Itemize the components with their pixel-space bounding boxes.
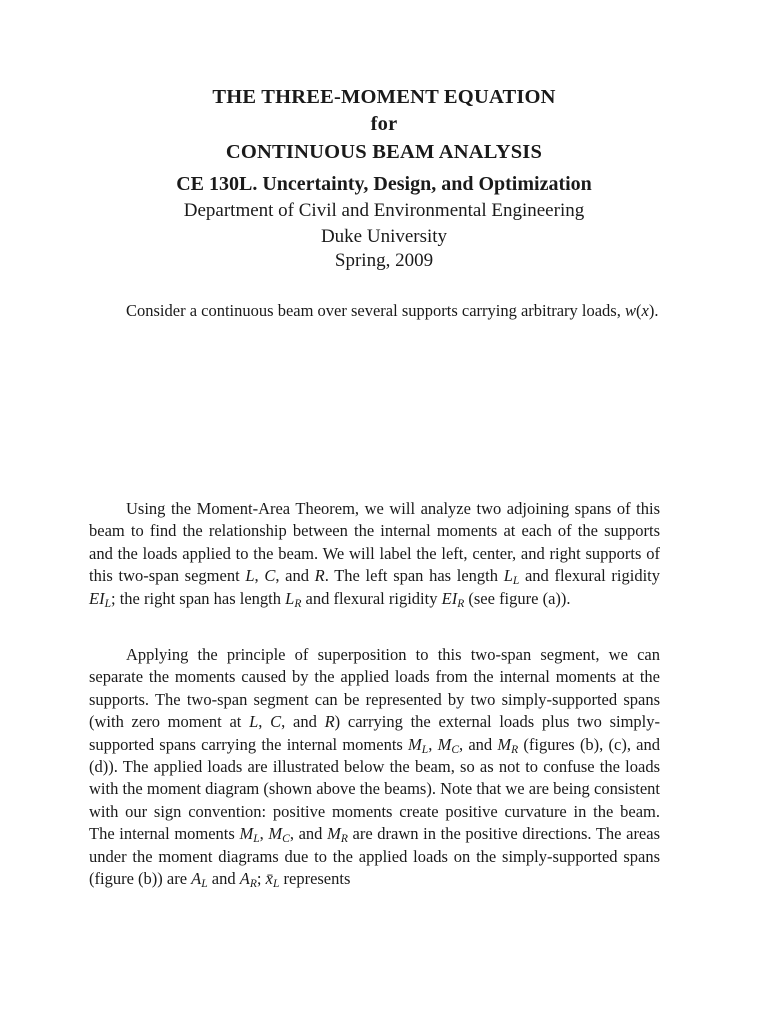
- title-line-2: for: [370, 113, 398, 135]
- paragraph-superposition: Applying the principle of superposition to this two-span segment, we can separate the moments caused by the applied loads from the internal moments at the supports. The two-span segment can be represented by two simply-supported spans (with zero moment at L, C, and R) carrying the external loads plus two simply-supported spans carrying the internal moments $M_L$, $M_C$, and $M_R$ (figures (b), (c), and (d)). The applied loads are illustrated below the beam, so as not to confuse the loads with the moment diagram (shown above the beams). Note that we are being consistent with our sign convention: positive moments create positive curvature in the beam. The internal moments $M_L$, $M_C$, and $M_R$ are drawn in the positive directions. The areas under the moment diagrams due to the applied loads on the simply-supported spans (figure (b)) are $A_L$ and $A_R$; $x̄_L$ represents: [89, 645, 661, 890]
- university: Duke University: [320, 226, 448, 247]
- term: Spring, 2009: [334, 250, 434, 271]
- figure-placeholder: [89, 360, 660, 480]
- department: Department of Civil and Environmental Engineering: [183, 200, 585, 221]
- title-line-1: THE THREE-MOMENT EQUATION: [212, 86, 556, 108]
- paragraph-intro: Consider a continuous beam over several supports carrying arbitrary loads, w(x).: [126, 301, 659, 320]
- title-line-3: CONTINUOUS BEAM ANALYSIS: [225, 141, 543, 163]
- paragraph-moment-area: Using the Moment-Area Theorem, we will analyze two adjoining spans of this beam to find the relationship between the internal moments at each of the supports and the loads applied to the beam. We will label the left, center, and right supports of this two-span segment L, C, and R. The left span has length $L_L$ and flexural rigidity $EI_L$; the right span has length $L_R$ and flexural rigidity $EI_R$ (see figure (a)).: [89, 499, 661, 610]
- course-title: CE 130L. Uncertainty, Design, and Optimization: [176, 173, 592, 195]
- title-block: [0, 83, 768, 272]
